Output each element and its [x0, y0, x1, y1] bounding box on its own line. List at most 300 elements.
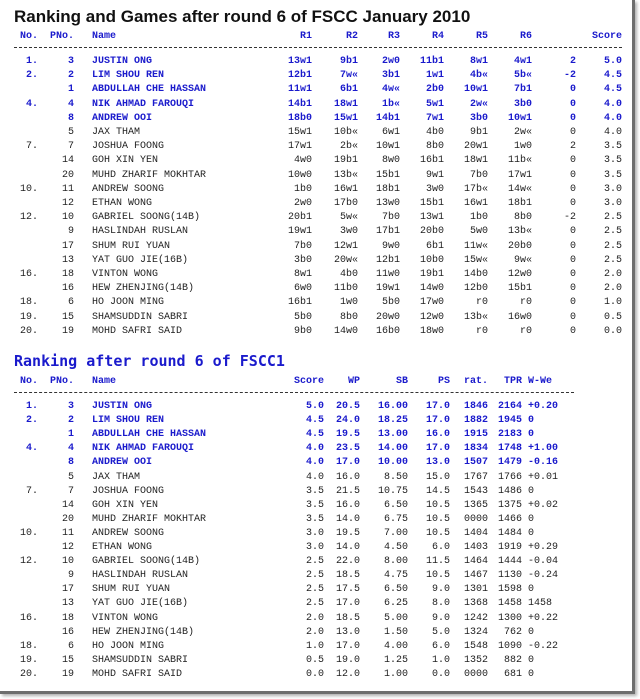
round-4-result: 4b0: [425, 127, 444, 138]
player-name: JUSTIN ONG: [92, 401, 153, 412]
round-4-result: 18w0: [419, 326, 444, 337]
player-number: 5: [67, 127, 74, 138]
w-we: +0.01: [528, 472, 559, 483]
rating: 1915: [463, 429, 488, 440]
round-5-result: 1b0: [469, 212, 488, 223]
player-name: YAT GUO JIE(16B): [92, 598, 189, 609]
player-number: 13: [61, 598, 74, 609]
player-number: 1: [67, 84, 74, 95]
table-row: [0, 471, 632, 484]
round-3-result: 5b0: [381, 297, 400, 308]
header-tpr: TPR: [503, 376, 522, 387]
player-number: 9: [67, 226, 74, 237]
player-name: ABDULLAH CHE HASSAN: [92, 429, 207, 440]
w-we: -0.04: [528, 556, 559, 567]
ps: 11.5: [425, 556, 450, 567]
tpr: 762: [503, 627, 522, 638]
rank-number: 16.: [19, 613, 38, 624]
player-name: MUHD ZHARIF MOKHTAR: [92, 514, 207, 525]
table-row: [0, 296, 632, 309]
rating: 1324: [463, 627, 488, 638]
round-6-result: 20b0: [507, 241, 532, 252]
round-6-result: 1w0: [513, 141, 532, 152]
rating: 1467: [463, 570, 488, 581]
rating: 1242: [463, 613, 488, 624]
player-name: ANDREW OOI: [92, 457, 153, 468]
header-r5: R5: [475, 31, 488, 42]
w-we: 0: [528, 627, 535, 638]
rank-number: [14, 499, 38, 512]
round-5-result: r0: [475, 326, 488, 337]
sb: 10.75: [377, 486, 408, 497]
player-number: 14: [61, 155, 74, 166]
round-6-result: 9w«: [513, 255, 532, 266]
score: 1.0: [305, 641, 324, 652]
score: 4.5: [603, 84, 622, 95]
color-balance: -2: [563, 212, 576, 223]
w-we: +0.22: [528, 613, 559, 624]
table-row: [0, 527, 632, 540]
round-1-result: 12b1: [287, 70, 312, 81]
score: 3.0: [305, 542, 324, 553]
table-row: [0, 555, 632, 568]
w-we: 0: [528, 528, 535, 539]
w-we: -0.24: [528, 570, 559, 581]
round-6-result: 7b1: [513, 84, 532, 95]
round-3-result: 12b1: [375, 255, 400, 266]
player-number: 9: [67, 570, 74, 581]
rank-number: 4.: [25, 443, 38, 454]
table-row: [0, 499, 632, 512]
sb: 1.50: [383, 627, 408, 638]
player-name: ANDREW OOI: [92, 113, 153, 124]
round-4-result: 13w1: [419, 212, 444, 223]
rank-number: [14, 240, 38, 253]
round-3-result: 2w0: [381, 56, 400, 67]
score: 2.0: [603, 269, 622, 280]
round-6-result: 14w«: [507, 184, 532, 195]
player-name: MOHD SAFRI SAID: [92, 326, 183, 337]
wp: 17.0: [335, 641, 360, 652]
score: 5.0: [305, 401, 324, 412]
wp: 13.0: [335, 627, 360, 638]
round-4-result: 3w0: [425, 184, 444, 195]
round-2-result: 4b0: [339, 269, 358, 280]
rank-number: 20.: [19, 669, 38, 680]
round-6-result: 10w1: [507, 113, 532, 124]
player-name: NIK AHMAD FAROUQI: [92, 99, 195, 110]
rating: 1834: [463, 443, 488, 454]
color-balance: 0: [569, 283, 576, 294]
score: 2.5: [603, 226, 622, 237]
round-4-result: 8b0: [425, 141, 444, 152]
header-r1: R1: [299, 31, 312, 42]
player-name: JOSHUA FOONG: [92, 141, 165, 152]
rank-number: [14, 597, 38, 610]
header-score: Score: [591, 31, 622, 42]
rank-number: [14, 112, 38, 125]
player-name: VINTON WONG: [92, 613, 159, 624]
score: 3.5: [305, 486, 324, 497]
rank-number: 20.: [19, 326, 38, 337]
wp: 16.0: [335, 500, 360, 511]
ps: 13.0: [425, 457, 450, 468]
rating: 1464: [463, 556, 488, 567]
ps: 0.0: [431, 669, 450, 680]
round-1-result: 17w1: [287, 141, 312, 152]
table-row: [0, 254, 632, 267]
round-3-result: 8w0: [381, 155, 400, 166]
round-6-result: r0: [519, 326, 532, 337]
rating: 1882: [463, 415, 488, 426]
round-1-result: 11w1: [287, 84, 312, 95]
score: 2.5: [305, 584, 324, 595]
round-2-result: 5w«: [339, 212, 358, 223]
tpr: 1479: [497, 457, 522, 468]
round-1-result: 18b0: [287, 113, 312, 124]
header-score: Score: [293, 376, 324, 387]
round-5-result: r0: [475, 297, 488, 308]
score: 3.5: [603, 141, 622, 152]
round-2-result: 18w1: [333, 99, 358, 110]
table-row: [0, 69, 632, 82]
sb: 5.00: [383, 613, 408, 624]
table-row: [0, 513, 632, 526]
player-number: 17: [61, 241, 74, 252]
tpr: 681: [503, 669, 522, 680]
player-number: 4: [67, 99, 74, 110]
score: 1.0: [603, 297, 622, 308]
round-4-result: 9w1: [425, 170, 444, 181]
player-name: JAX THAM: [92, 472, 141, 483]
player-name: HASLINDAH RUSLAN: [92, 570, 189, 581]
sb: 4.50: [383, 542, 408, 553]
tpr: 1766: [497, 472, 522, 483]
w-we: +0.20: [528, 401, 559, 412]
wp: 19.0: [335, 655, 360, 666]
score: 3.5: [603, 170, 622, 181]
round-3-result: 3b1: [381, 70, 400, 81]
score: 2.0: [305, 613, 324, 624]
rank-number: [14, 126, 38, 139]
sb: 8.00: [383, 556, 408, 567]
round-6-result: 16w0: [507, 312, 532, 323]
round-3-result: 18b1: [375, 184, 400, 195]
round-3-result: 19w1: [375, 283, 400, 294]
tpr: 1919: [497, 542, 522, 553]
rank-number: 2.: [25, 70, 38, 81]
ps: 17.0: [425, 443, 450, 454]
table-row: [0, 400, 632, 413]
wp: 17.0: [335, 457, 360, 468]
round-5-result: 9b1: [469, 127, 488, 138]
rank-number: 1.: [25, 401, 38, 412]
score: 3.5: [305, 500, 324, 511]
score: 3.0: [603, 184, 622, 195]
w-we: +0.02: [528, 500, 559, 511]
rank-number: [14, 541, 38, 554]
header-no: No.: [19, 31, 38, 42]
sb: 7.00: [383, 528, 408, 539]
header-ps: PS: [437, 376, 450, 387]
player-name: LIM SHOU REN: [92, 70, 165, 81]
player-number: 15: [61, 655, 74, 666]
round-1-result: 14b1: [287, 99, 312, 110]
round-5-result: 10w1: [463, 84, 488, 95]
rank-number: 7.: [25, 486, 38, 497]
player-name: HEW ZHENJING(14B): [92, 627, 195, 638]
ps: 1.0: [431, 655, 450, 666]
ps: 10.5: [425, 528, 450, 539]
round-4-result: 2b0: [425, 84, 444, 95]
round-4-result: 5w1: [425, 99, 444, 110]
table-row: [0, 654, 632, 667]
player-number: 13: [61, 255, 74, 266]
score: 4.0: [603, 113, 622, 124]
round-4-result: 14w0: [419, 283, 444, 294]
round-2-result: 1w0: [339, 297, 358, 308]
score: 4.0: [603, 127, 622, 138]
rank-number: 16.: [19, 269, 38, 280]
player-name: ANDREW SOONG: [92, 184, 165, 195]
sb: 18.25: [377, 415, 408, 426]
round-5-result: 16w1: [463, 198, 488, 209]
rank-number: 2.: [25, 415, 38, 426]
wp: 17.5: [335, 584, 360, 595]
player-number: 10: [61, 556, 74, 567]
player-number: 12: [61, 198, 74, 209]
player-number: 6: [67, 641, 74, 652]
sb: 13.00: [377, 429, 408, 440]
player-name: MOHD SAFRI SAID: [92, 669, 183, 680]
rank-number: [14, 626, 38, 639]
score: 3.0: [305, 528, 324, 539]
table-row: [0, 112, 632, 125]
round-3-result: 16b0: [375, 326, 400, 337]
wp: 19.5: [335, 429, 360, 440]
round-5-result: 14b0: [463, 269, 488, 280]
round-6-result: 5b«: [513, 70, 532, 81]
w-we: +1.00: [528, 443, 559, 454]
table1-separator: [14, 47, 622, 48]
player-name: HO JOON MING: [92, 297, 165, 308]
round-6-result: 15b1: [507, 283, 532, 294]
table-row: [0, 612, 632, 625]
sb: 6.50: [383, 500, 408, 511]
player-name: ETHAN WONG: [92, 198, 153, 209]
ps: 17.0: [425, 415, 450, 426]
tpr: 1486: [497, 486, 522, 497]
player-number: 6: [67, 297, 74, 308]
player-name: GOH XIN YEN: [92, 500, 159, 511]
header-no: No.: [19, 376, 38, 387]
color-balance: 0: [569, 226, 576, 237]
round-1-result: 9b0: [293, 326, 312, 337]
header-r4: R4: [431, 31, 444, 42]
ps: 17.0: [425, 401, 450, 412]
round-2-result: 15w1: [333, 113, 358, 124]
w-we: -0.16: [528, 457, 559, 468]
round-6-result: 2w«: [513, 127, 532, 138]
round-3-result: 6w1: [381, 127, 400, 138]
round-4-result: 7w1: [425, 113, 444, 124]
table-row: [0, 569, 632, 582]
wp: 14.0: [335, 514, 360, 525]
player-number: 7: [67, 486, 74, 497]
table-row: [0, 597, 632, 610]
round-1-result: 5b0: [293, 312, 312, 323]
round-5-result: 15w«: [463, 255, 488, 266]
header-r6: R6: [519, 31, 532, 42]
ps: 8.0: [431, 598, 450, 609]
tpr: 1090: [497, 641, 522, 652]
rank-number: [14, 225, 38, 238]
player-number: 4: [67, 443, 74, 454]
wp: 12.0: [335, 669, 360, 680]
ps: 14.5: [425, 486, 450, 497]
sb: 8.50: [383, 472, 408, 483]
ps: 9.0: [431, 584, 450, 595]
player-number: 12: [61, 542, 74, 553]
rank-number: 19.: [19, 312, 38, 323]
player-number: 1: [67, 429, 74, 440]
tpr: 1444: [497, 556, 522, 567]
round-4-result: 17w0: [419, 297, 444, 308]
rank-number: [14, 456, 38, 469]
round-5-result: 4b«: [469, 70, 488, 81]
rank-number: [14, 583, 38, 596]
player-name: JOSHUA FOONG: [92, 486, 165, 497]
round-6-result: 17w1: [507, 170, 532, 181]
round-2-result: 8b0: [339, 312, 358, 323]
score: 2.5: [603, 212, 622, 223]
round-5-result: 11w«: [463, 241, 488, 252]
tpr: 1458: [497, 598, 522, 609]
sb: 10.00: [377, 457, 408, 468]
round-2-result: 19b1: [333, 155, 358, 166]
score: 2.5: [603, 241, 622, 252]
player-number: 19: [61, 669, 74, 680]
player-number: 20: [61, 514, 74, 525]
player-number: 2: [67, 415, 74, 426]
rating: 0000: [463, 514, 488, 525]
round-5-result: 8w1: [469, 56, 488, 67]
tpr: 1598: [497, 584, 522, 595]
rating: 1403: [463, 542, 488, 553]
score: 2.5: [305, 570, 324, 581]
player-name: GABRIEL SOONG(14B): [92, 212, 201, 223]
player-name: GABRIEL SOONG(14B): [92, 556, 201, 567]
w-we: 0: [528, 429, 535, 440]
round-1-result: 4w0: [293, 155, 312, 166]
player-name: ETHAN WONG: [92, 542, 153, 553]
round-2-result: 11b0: [333, 283, 358, 294]
rank-number: 1.: [25, 56, 38, 67]
round-4-result: 19b1: [419, 269, 444, 280]
player-number: 8: [67, 457, 74, 468]
player-number: 8: [67, 113, 74, 124]
table-row: [0, 640, 632, 653]
round-3-result: 15b1: [375, 170, 400, 181]
rank-number: [14, 513, 38, 526]
tpr: 2183: [497, 429, 522, 440]
round-5-result: 13b«: [463, 312, 488, 323]
round-4-result: 12w0: [419, 312, 444, 323]
table2-separator: [14, 392, 574, 393]
round-1-result: 1b0: [293, 184, 312, 195]
rank-number: 18.: [19, 641, 38, 652]
table-row: [0, 282, 632, 295]
player-name: ABDULLAH CHE HASSAN: [92, 84, 207, 95]
score: 0.0: [305, 669, 324, 680]
table2-header: [0, 375, 632, 388]
ps: 6.0: [431, 542, 450, 553]
wp: 20.5: [335, 401, 360, 412]
player-number: 14: [61, 500, 74, 511]
sb: 1.00: [383, 669, 408, 680]
table-row: [0, 225, 632, 238]
round-4-result: 1w1: [425, 70, 444, 81]
wp: 17.0: [335, 598, 360, 609]
color-balance: 0: [569, 255, 576, 266]
player-name: ANDREW SOONG: [92, 528, 165, 539]
color-balance: 0: [569, 241, 576, 252]
player-number: 11: [61, 528, 74, 539]
round-2-result: 3w0: [339, 226, 358, 237]
round-1-result: 19w1: [287, 226, 312, 237]
sb: 6.75: [383, 514, 408, 525]
sb: 6.25: [383, 598, 408, 609]
round-5-result: 2w«: [469, 99, 488, 110]
table-row: [0, 98, 632, 111]
table-row: [0, 485, 632, 498]
round-2-result: 16w1: [333, 184, 358, 195]
color-balance: 2: [569, 56, 576, 67]
round-3-result: 13w0: [375, 198, 400, 209]
header-r2: R2: [345, 31, 358, 42]
color-balance: 0: [569, 127, 576, 138]
score: 4.5: [305, 429, 324, 440]
table-row: [0, 240, 632, 253]
rank-number: 12.: [19, 212, 38, 223]
player-number: 10: [61, 212, 74, 223]
table-row: [0, 268, 632, 281]
round-2-result: 12w1: [333, 241, 358, 252]
player-number: 18: [61, 269, 74, 280]
round-1-result: 3b0: [293, 255, 312, 266]
round-6-result: 12w0: [507, 269, 532, 280]
player-number: 16: [61, 283, 74, 294]
round-2-result: 10b«: [333, 127, 358, 138]
round-3-result: 7b0: [381, 212, 400, 223]
color-balance: 0: [569, 269, 576, 280]
round-3-result: 1b«: [381, 99, 400, 110]
score: 3.5: [305, 514, 324, 525]
color-balance: 0: [569, 326, 576, 337]
score: 4.0: [305, 457, 324, 468]
player-name: VINTON WONG: [92, 269, 159, 280]
round-1-result: 20b1: [287, 212, 312, 223]
rating: 1548: [463, 641, 488, 652]
ps: 16.0: [425, 429, 450, 440]
w-we: 0: [528, 486, 535, 497]
rank-number: 10.: [19, 528, 38, 539]
table1-header: [0, 30, 632, 43]
round-5-result: 3b0: [469, 113, 488, 124]
score: 2.5: [603, 255, 622, 266]
tpr: 882: [503, 655, 522, 666]
table-row: [0, 414, 632, 427]
